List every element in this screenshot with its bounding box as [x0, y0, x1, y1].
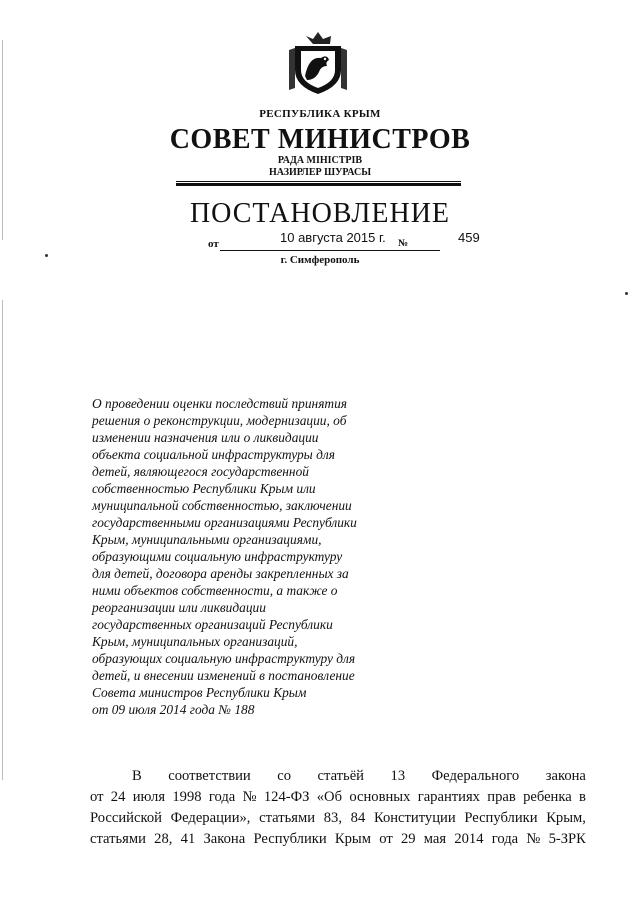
- body-word: мая: [423, 831, 447, 847]
- decree-date: 10 августа 2015 г.: [280, 230, 386, 245]
- body-word: от: [90, 789, 104, 805]
- body-word: Федерации»,: [170, 810, 251, 826]
- body-word: основных: [349, 789, 411, 805]
- body-word: 5-ЗРК: [548, 831, 586, 847]
- body-word: В: [132, 768, 142, 784]
- republic-name: РЕСПУБЛИКА КРЫМ: [259, 108, 381, 120]
- title-line: образующих социальную инфраструктуру для: [92, 651, 356, 666]
- crimea-coat-of-arms-icon: [287, 30, 349, 96]
- title-line: государственных организаций Республики: [92, 617, 333, 632]
- title-line: для детей, договора аренды закрепленных за: [92, 566, 349, 581]
- council-name: СОВЕТ МИНИСТРОВ: [169, 124, 471, 155]
- body-word: 2014: [454, 831, 484, 847]
- title-line: Крым, муниципальных организаций,: [92, 634, 298, 649]
- body-word: со: [277, 768, 292, 784]
- body-word: Республики: [464, 810, 538, 826]
- title-line: от 09 июля 2014 года № 188: [92, 702, 255, 717]
- decree-number: 459: [458, 230, 480, 245]
- title-line: Совета министров Республики Крым: [92, 685, 307, 700]
- body-word: №: [526, 831, 541, 847]
- title-line: О проведении оценки последствий принятия: [92, 396, 348, 411]
- date-underline: [220, 250, 440, 251]
- body-word: 24: [110, 789, 126, 805]
- title-line: собственностью Республики Крым или: [92, 481, 316, 496]
- body-word: гарантиях: [417, 789, 480, 805]
- body-word: в: [579, 789, 586, 805]
- nazirler-shurasy: НАЗИРЛЕР ШУРАСЫ: [268, 167, 372, 178]
- body-word: №: [242, 789, 257, 805]
- rada-ministriv: РАДА МІНІСТРІВ: [277, 155, 363, 166]
- title-line: Крым, муниципальными организациями,: [92, 532, 322, 547]
- body-word: 84: [350, 810, 366, 826]
- body-word: Крым,: [546, 810, 586, 826]
- title-line: ними объектов собственности, а также о: [92, 583, 338, 598]
- body-word: 28,: [154, 831, 173, 847]
- body-word: года: [208, 789, 236, 805]
- body-word: Республики: [253, 831, 327, 847]
- title-line: решения о реконструкции, модернизации, об: [92, 413, 347, 428]
- title-line: объекта социальной инфраструктуры для: [92, 447, 335, 462]
- title-line: государственными организациями Республики: [92, 515, 357, 530]
- body-word: Крым: [334, 831, 371, 847]
- decree-date-number-line: [208, 230, 480, 252]
- body-word: Закона: [203, 831, 246, 847]
- body-line: [90, 829, 586, 850]
- header-divider-thin: [176, 181, 461, 182]
- title-line: изменении назначения или о ликвидации: [92, 430, 319, 445]
- body-word: Российской: [90, 810, 162, 826]
- body-word: прав: [487, 789, 516, 805]
- body-word: Федерального: [431, 768, 520, 784]
- body-word: июля: [132, 789, 166, 805]
- date-from-label: от: [208, 238, 219, 250]
- body-word: статьями: [259, 810, 316, 826]
- body-word: 29: [400, 831, 416, 847]
- scan-edge-mark: [2, 40, 3, 240]
- body-word: 1998: [172, 789, 202, 805]
- title-line: детей, являющегося государственной: [92, 464, 309, 479]
- body-word: от: [379, 831, 393, 847]
- body-word: ребенка: [523, 789, 572, 805]
- number-label: №: [398, 238, 409, 249]
- title-line: детей, и внесении изменений в постановление: [92, 668, 355, 683]
- body-word: года: [491, 831, 519, 847]
- body-line: [90, 808, 586, 829]
- title-line: образующими социальную инфраструктуру: [92, 549, 343, 564]
- title-line: реорганизации или ликвидации: [92, 600, 266, 615]
- body-word: соответствии: [168, 768, 251, 784]
- scan-speck: [45, 254, 48, 257]
- body-word: 41: [180, 831, 196, 847]
- decree-title: [92, 395, 402, 718]
- body-line: [90, 787, 586, 808]
- decree-body: [90, 766, 586, 850]
- body-word: 83,: [323, 810, 342, 826]
- body-word: «Об: [316, 789, 343, 805]
- body-word: закона: [545, 768, 586, 784]
- body-word: Конституции: [373, 810, 456, 826]
- body-word: 124-ФЗ: [263, 789, 310, 805]
- body-word: статьёй: [317, 768, 364, 784]
- document-type: ПОСТАНОВЛЕНИЕ: [189, 198, 451, 229]
- body-word: статьями: [90, 831, 146, 847]
- body-word: 13: [390, 768, 406, 784]
- body-line: [90, 766, 586, 787]
- decree-city: г. Симферополь: [280, 254, 360, 266]
- scan-speck: [625, 292, 628, 295]
- scan-edge-mark: [2, 300, 3, 780]
- council-name-translations: [0, 155, 640, 179]
- title-line: муниципальной собственностью, заключении: [92, 498, 352, 513]
- header-divider-thick: [176, 183, 461, 186]
